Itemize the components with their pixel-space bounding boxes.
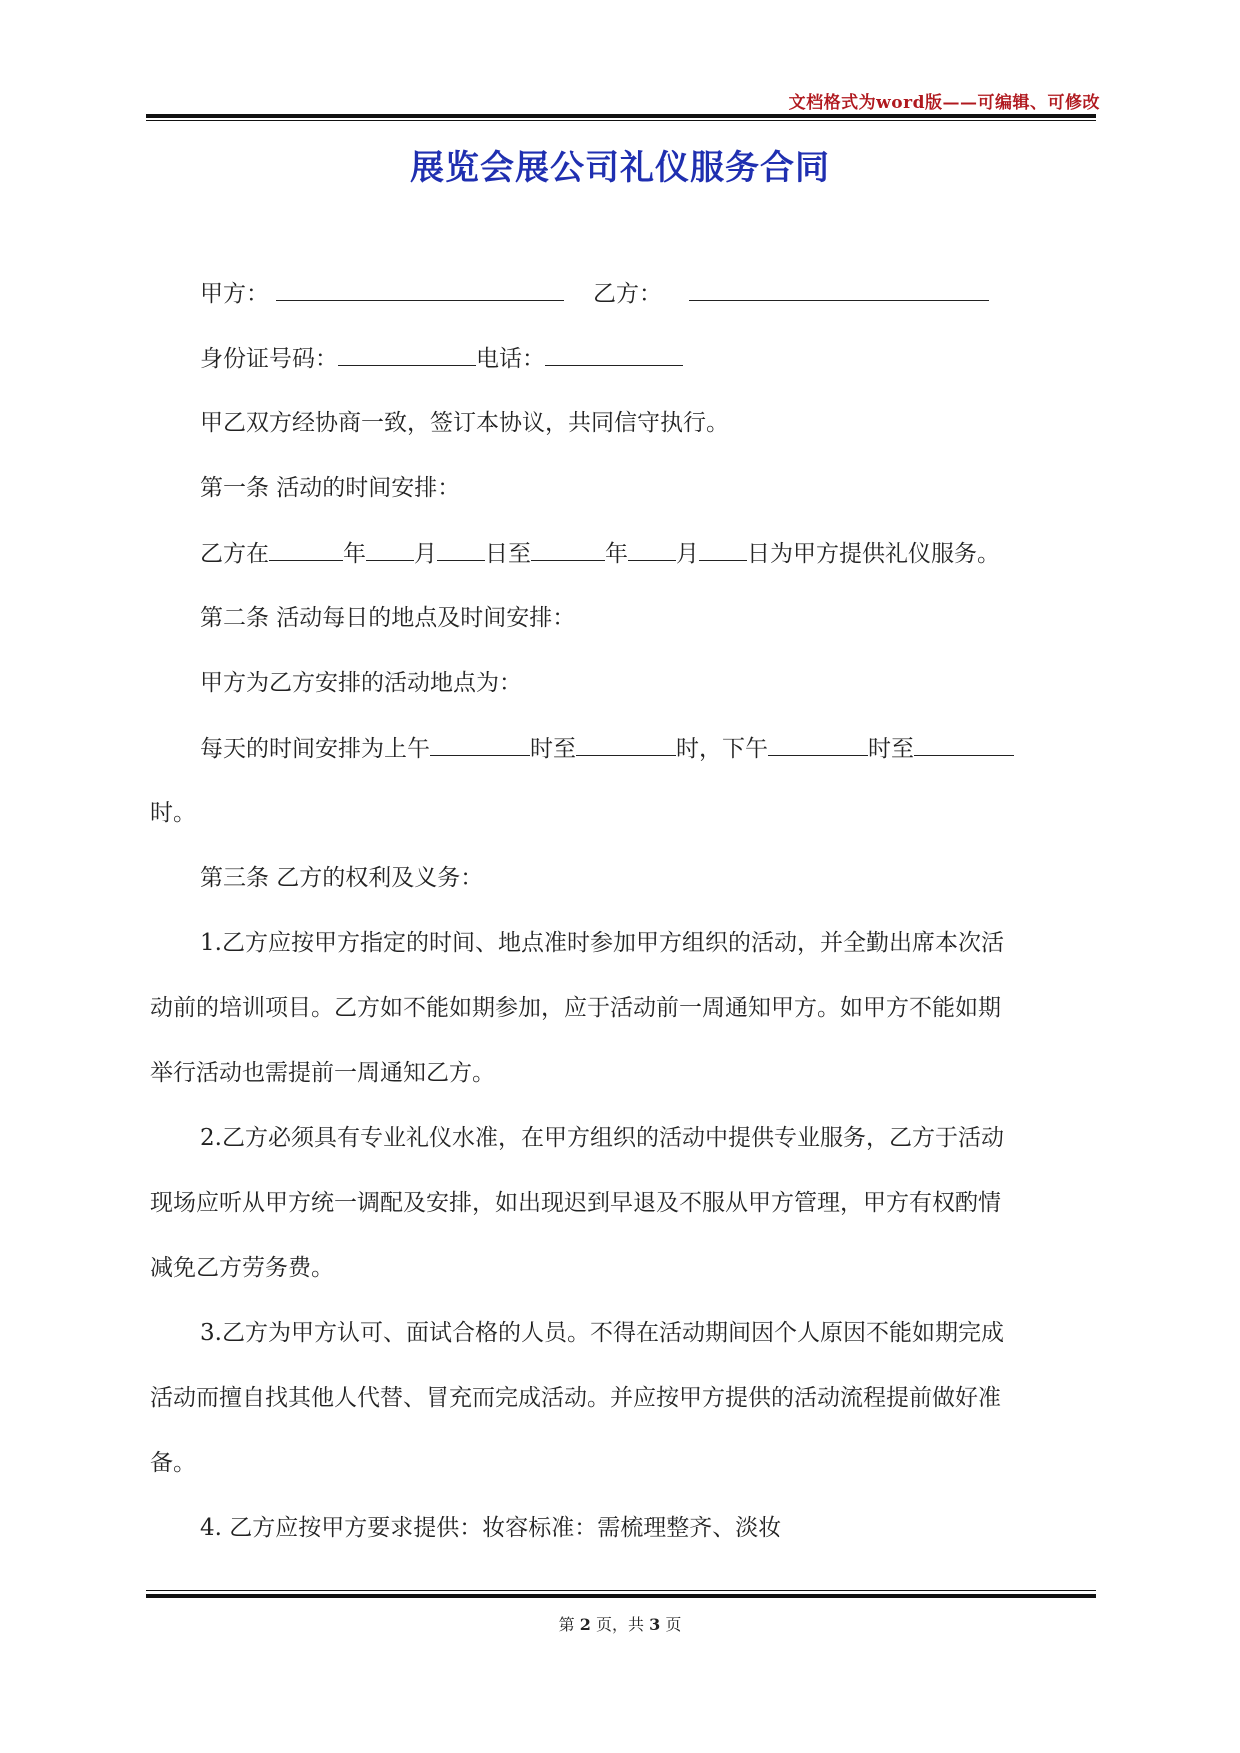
time-prefix: 每天的时间安排为上午: [200, 736, 430, 762]
party-a-blank[interactable]: [276, 278, 564, 301]
party-b-blank[interactable]: [689, 278, 989, 301]
page-middle: 页，共: [595, 1615, 644, 1634]
item2-line3: 减免乙方劳务费。: [150, 1255, 334, 1281]
time-pm: 时，下午: [676, 736, 768, 762]
date-suffix: 日为甲方提供礼仪服务。: [747, 541, 1000, 567]
item3-line2: 活动而擅自找其他人代替、冒充而完成活动。并应按甲方提供的活动流程提前做好准: [150, 1385, 1001, 1411]
day1-to-label: 日至: [485, 541, 531, 567]
item4-line: 4. 乙方应按甲方要求提供：妆容标准：需梳理整齐、淡妆: [200, 1515, 782, 1541]
day2-blank[interactable]: [699, 538, 747, 561]
page-prefix: 第: [558, 1615, 575, 1634]
article2-heading: 第二条 活动每日的地点及时间安排：: [200, 605, 576, 631]
item2-line2: 现场应听从甲方统一调配及安排，如出现迟到早退及不服从甲方管理，甲方有权酌情: [150, 1190, 1001, 1216]
page-suffix: 页: [665, 1615, 682, 1634]
year1-blank[interactable]: [269, 538, 343, 561]
phone-label: 电话：: [476, 346, 545, 372]
document-title: 展览会展公司礼仪服务合同: [410, 148, 830, 188]
party-b-label: 乙方：: [592, 281, 662, 307]
am-start-blank[interactable]: [430, 733, 530, 756]
time-to1: 时至: [530, 736, 576, 762]
phone-blank[interactable]: [545, 343, 683, 366]
id-label: 身份证号码：: [200, 346, 338, 372]
month2-blank[interactable]: [628, 538, 676, 561]
item3-line1: 3.乙方为甲方认可、面试合格的人员。不得在活动期间因个人原因不能如期完成: [200, 1320, 1004, 1346]
time-line: [200, 733, 1014, 764]
page-number: [0, 1612, 1240, 1635]
year2-label: 年: [605, 541, 628, 567]
party-line: [200, 278, 989, 309]
year2-blank[interactable]: [531, 538, 605, 561]
time-line-end: 时。: [150, 800, 196, 826]
date-prefix: 乙方在: [200, 541, 269, 567]
article1-heading: 第一条 活动的时间安排：: [200, 475, 461, 501]
date-line: [200, 538, 1000, 569]
header-note: 文档格式为word版——可编辑、可修改: [788, 93, 1100, 113]
month1-blank[interactable]: [366, 538, 414, 561]
item2-line1: 2.乙方必须具有专业礼仪水准，在甲方组织的活动中提供专业服务，乙方于活动: [200, 1125, 1004, 1151]
item1-line2: 动前的培训项目。乙方如不能如期参加，应于活动前一周通知甲方。如甲方不能如期: [150, 995, 1001, 1021]
party-a-label: 甲方：: [200, 281, 269, 307]
pm-end-blank[interactable]: [914, 733, 1014, 756]
header-rule-thin: [146, 120, 1096, 121]
am-end-blank[interactable]: [576, 733, 676, 756]
item1-line3: 举行活动也需提前一周通知乙方。: [150, 1060, 495, 1086]
pm-start-blank[interactable]: [768, 733, 868, 756]
intro-line: 甲乙双方经协商一致，签订本协议，共同信守执行。: [200, 410, 729, 436]
month1-label: 月: [414, 541, 437, 567]
header-rule-thick: [146, 114, 1096, 118]
year1-label: 年: [343, 541, 366, 567]
footer-rule-thick: [146, 1594, 1096, 1598]
location-line: 甲方为乙方安排的活动地点为：: [200, 670, 522, 696]
time-to2: 时至: [868, 736, 914, 762]
month2-label: 月: [676, 541, 699, 567]
item1-line1: 1.乙方应按甲方指定的时间、地点准时参加甲方组织的活动，并全勤出席本次活: [200, 930, 1004, 956]
footer-rule-thin: [146, 1590, 1096, 1591]
page-current: 2: [579, 1615, 591, 1634]
page-total: 3: [649, 1615, 661, 1634]
id-blank[interactable]: [338, 343, 476, 366]
id-phone-line: [200, 343, 683, 374]
item3-line3: 备。: [150, 1450, 196, 1476]
day1-blank[interactable]: [437, 538, 485, 561]
article3-heading: 第三条 乙方的权利及义务：: [200, 865, 484, 891]
